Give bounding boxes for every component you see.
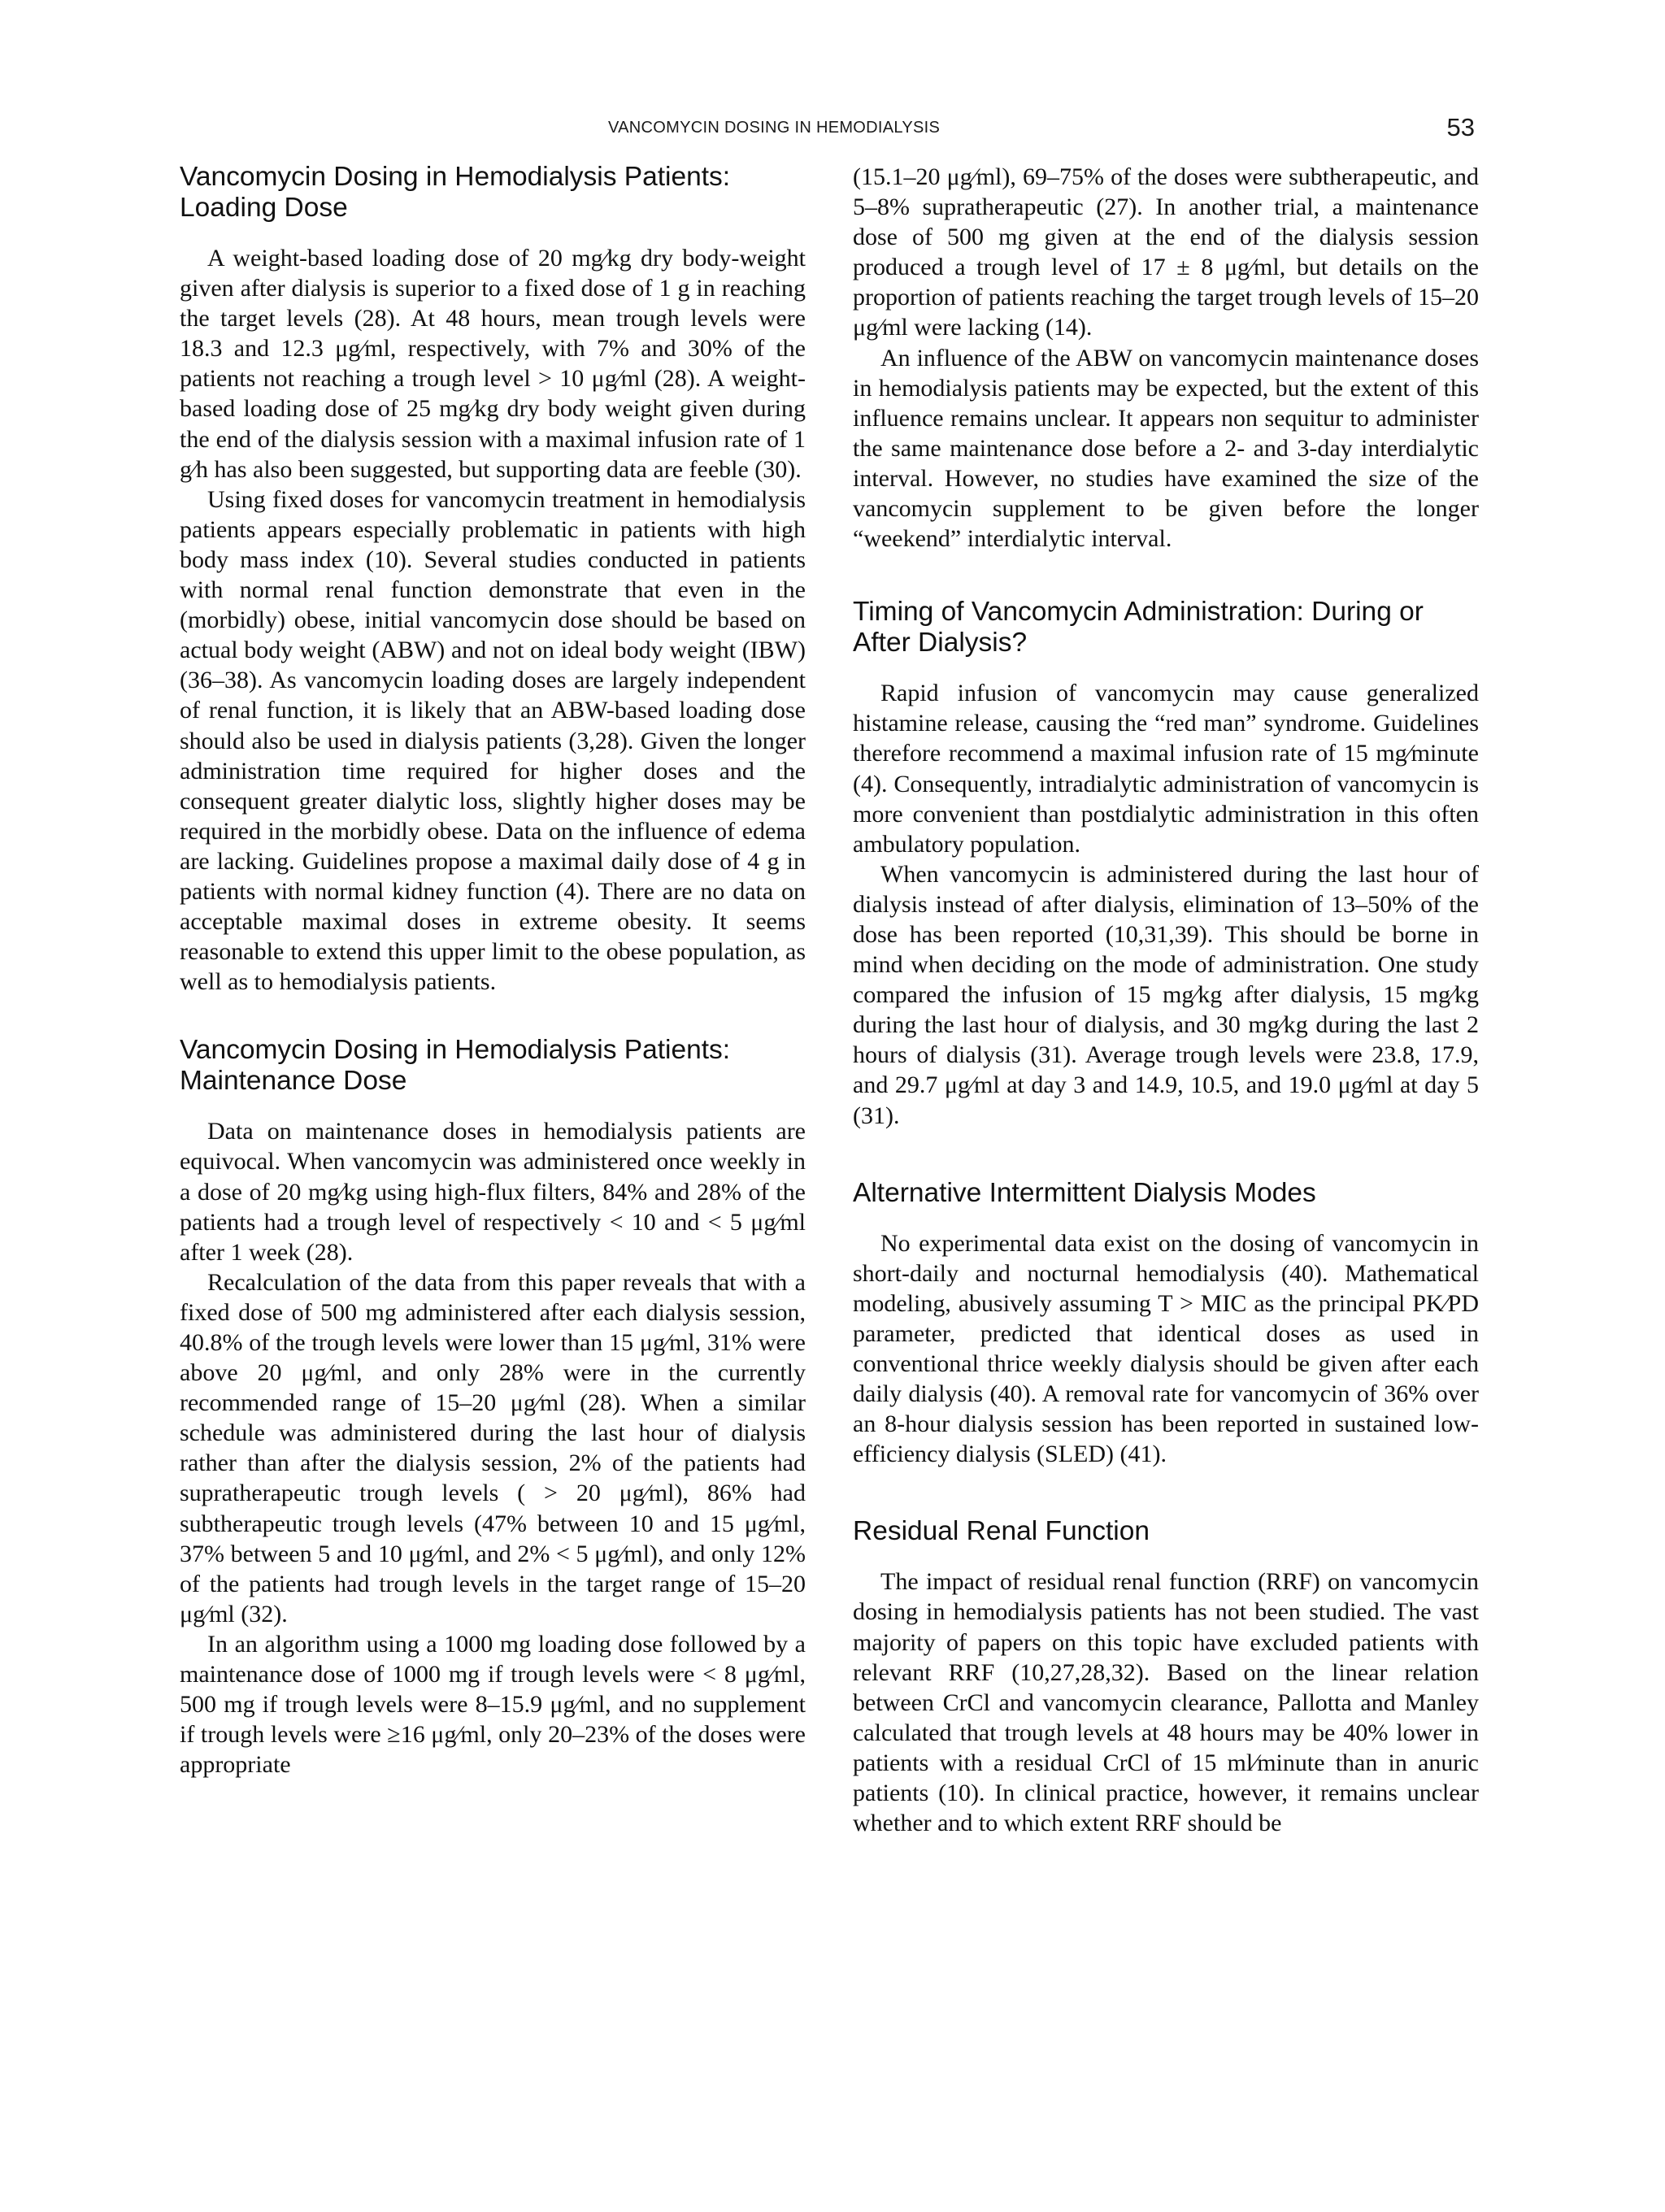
paragraph: An influence of the ABW on vancomycin maintenance doses in hemodialysis patients may be expected, but the extent of this influence remains unclear. It appears non sequitur to administer the same maintenance dose before a 2- and 3-day interdialytic interval. However, no studies have examined the size of the vancomycin supplement to be given before the longer “weekend” interdialytic interval. xyxy=(853,344,1479,553)
paragraph: The impact of residual renal function (RRF) on vancomycin dosing in hemodialysis patients has not been studied. The vast majority of papers on this topic have excluded patients with relevant RRF (10,27,28,32). Based on the linear relation between CrCl and vancomycin clearance, Pallotta and Manley calculated that trough levels at 48 hours may be 40% lower in patients with a residual CrCl of 15 ml⁄minute than in anuric patients (10). In clinical practice, however, it remains unclear whether and to which extent RRF should be xyxy=(853,1568,1479,1837)
paragraph: Recalculation of the data from this paper reveals that with a fixed dose of 500 mg administered after each dialysis session, 40.8% of the trough levels were lower than 15 μg⁄ml, 31% were above 20 μg⁄ml, and only 28% were in the currently recommended range of 15–20 μg⁄ml (28). When a similar schedule was administered during the last hour of dialysis rather than after the dialysis session, 2% of the patients had supratherapeutic trough levels ( > 20 μg⁄ml), 86% had subtherapeutic trough levels (47% between 10 and 15 μg⁄ml, 37% between 5 and 10 μg⁄ml, and 2% < 5 μg⁄ml), and only 12% of the patients had trough levels in the target range of 15–20 μg⁄ml (32). xyxy=(180,1268,806,1627)
paragraph: (15.1–20 μg⁄ml), 69–75% of the doses were subtherapeutic, and 5–8% supratherapeutic (27). In another trial, a maintenance dose of 500 mg given at the end of the dialysis session produced a trough level of 17 ± 8 μg⁄ml, but details on the proportion of patients reaching the target trough levels of 15–20 μg⁄ml were lacking (14). xyxy=(853,163,1479,341)
paragraph: No experimental data exist on the dosing of vancomycin in short-daily and nocturnal hemodialysis (40). Mathematical modeling, abusively assuming T > MIC as the principal PK⁄PD parameter, predicted that identical doses as used in conventional thrice weekly dialysis should be given after each daily dialysis (40). A removal rate for vancomycin of 36% over an 8-hour dialysis session has been reported in sustained low-efficiency dialysis (SLED) (41). xyxy=(853,1229,1479,1468)
section-heading-residual-renal-function: Residual Renal Function xyxy=(853,1516,1150,1547)
running-head: VANCOMYCIN DOSING IN HEMODIALYSIS xyxy=(608,119,941,137)
paragraph: Rapid infusion of vancomycin may cause generalized histamine release, causing the “red man” syndrome. Guidelines therefore recommend a maximal infusion rate of 15 mg⁄minute (4). Consequently, intradialytic administration of vancomycin is more convenient than postdialytic administration in this often ambulatory population. xyxy=(853,680,1479,858)
right-column xyxy=(853,162,1479,1838)
page-number: 53 xyxy=(1446,113,1475,141)
paragraph: In an algorithm using a 1000 mg loading dose followed by a maintenance dose of 1000 mg if trough levels were < 8 μg⁄ml, 500 mg if trough levels were 8–15.9 μg⁄ml, and no supplement if trough levels were ≥16 μg⁄ml, only 20–23% of the doses were appropriate xyxy=(180,1630,806,1779)
section-heading-loading-dose: Vancomycin Dosing in Hemodialysis Patients: Loading Dose xyxy=(180,162,731,223)
left-column xyxy=(180,162,806,1780)
section-heading-timing: Timing of Vancomycin Administration: During or After Dialysis? xyxy=(853,597,1424,658)
paragraph: Data on maintenance doses in hemodialysis patients are equivocal. When vancomycin was administered once weekly in a dose of 20 mg⁄kg using high-flux filters, 84% and 28% of the patients had a trough level of respectively < 10 and < 5 μg⁄ml after 1 week (28). xyxy=(180,1118,806,1266)
paragraph: A weight-based loading dose of 20 mg⁄kg dry body-weight given after dialysis is superior to a fixed dose of 1 g in reaching the target levels (28). At 48 hours, mean trough levels were 18.3 and 12.3 μg⁄ml, respectively, with 7% and 30% of the patients not reaching a trough level > 10 μg⁄ml (28). A weight-based loading dose of 25 mg⁄kg dry body weight given during the end of the dialysis session with a maximal infusion rate of 1 g⁄h has also been suggested, but supporting data are feeble (30). xyxy=(180,245,806,483)
paragraph: Using fixed doses for vancomycin treatment in hemodialysis patients appears especially problematic in patients with high body mass index (10). Several studies conducted in patients with normal renal function demonstrate that even in the (morbidly) obese, initial vancomycin dose should be based on actual body weight (ABW) and not on ideal body weight (IBW) (36–38). As vancomycin loading doses are largely independent of renal function, it is likely that an ABW-based loading dose should also be used in dialysis patients (3,28). Given the longer administration time required for higher doses and the consequent greater dialytic loss, slightly higher doses may be required in the morbidly obese. Data on the influence of edema are lacking. Guidelines propose a maximal daily dose of 4 g in patients with normal kidney function (4). There are no data on acceptable maximal doses in extreme obesity. It seems reasonable to extend this upper limit to the obese population, as well as to hemodialysis patients. xyxy=(180,485,806,996)
section-heading-maintenance-dose: Vancomycin Dosing in Hemodialysis Patients: Maintenance Dose xyxy=(180,1035,731,1097)
section-heading-alternative-modes: Alternative Intermittent Dialysis Modes xyxy=(853,1177,1316,1208)
paragraph: When vancomycin is administered during the last hour of dialysis instead of after dialysis, elimination of 13–50% of the dose has been reported (10,31,39). This should be borne in mind when deciding on the mode of administration. One study compared the infusion of 15 mg⁄kg after dialysis, 15 mg⁄kg during the last hour of dialysis, and 30 mg⁄kg during the last 2 hours of dialysis (31). Average trough levels were 23.8, 17.9, and 29.7 μg⁄ml at day 3 and 14.9, 10.5, and 19.0 μg⁄ml at day 5 (31). xyxy=(853,860,1479,1129)
